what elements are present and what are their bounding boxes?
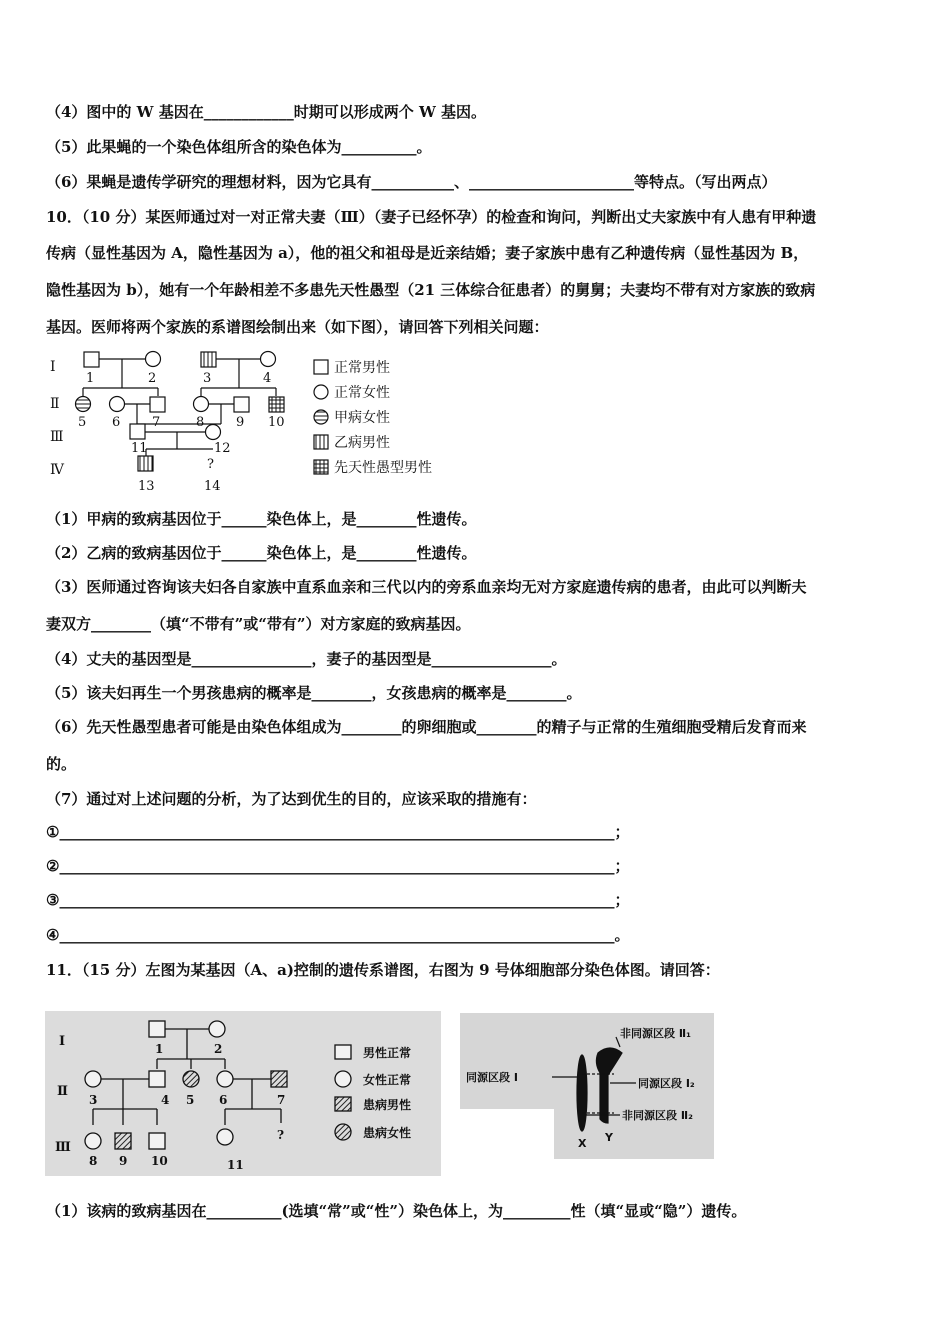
- q11-ind-1: 1: [155, 1042, 164, 1056]
- q11-ind-9: 9: [119, 1154, 128, 1168]
- q10-sub5: （5）该夫妇再生一个男孩患病的概率是________，女孩患病的概率是________。: [46, 684, 582, 702]
- q11-gen-3: Ⅲ: [55, 1140, 71, 1155]
- q11-ind-8: 8: [89, 1154, 98, 1168]
- legend-disease-a-female: 甲病女性: [334, 410, 390, 426]
- legend-disease-b-male: 乙病男性: [334, 435, 390, 451]
- q10-sub3b: 妻双方________（填“不带有”或“带有”）对方家庭的致病基因。: [46, 615, 471, 633]
- gen-label-2: Ⅱ: [50, 396, 60, 412]
- label-homologous-left: 同源区段 Ⅰ: [466, 1071, 518, 1084]
- gen-label-3: Ⅲ: [50, 429, 64, 445]
- ind-12: 12: [214, 441, 231, 456]
- ind-1: 1: [86, 371, 95, 386]
- q11-legend-normal-male: 男性正常: [363, 1046, 412, 1060]
- ind-14-unknown: ?: [207, 457, 214, 472]
- q11-stem: 11．（15 分）左图为某基因（A、a)控制的遗传系谱图，右图为 9 号体细胞部分染色体图。请回答：: [46, 961, 720, 979]
- label-x: X: [578, 1137, 587, 1150]
- q11-sub1: （1）该病的致病基因在__________(选填“常”或“性”）染色体上，为_________性（填“显或“隐”）遗传。: [46, 1202, 747, 1220]
- q10-stem-1: 10．（10 分）某医师通过对一对正常夫妻（Ⅲ）（妻子已经怀孕）的检查和询问，判断出丈夫家族中有人患有甲种遗: [46, 208, 817, 226]
- q11-ind-4: 4: [161, 1093, 170, 1107]
- q11-ind-3: 3: [89, 1093, 98, 1107]
- q11-ind-10: 10: [151, 1154, 168, 1168]
- gen-label-1: Ⅰ: [50, 359, 56, 375]
- q10-sub4: （4）丈夫的基因型是________________，妻子的基因型是________________。: [46, 650, 567, 668]
- q11-legend-normal-female: 女性正常: [363, 1073, 412, 1087]
- q9-sub6: （6）果蝇是遗传学研究的理想材料，因为它具有___________、______________________等特点。（写出两点）: [46, 173, 777, 191]
- answer-blank-4[interactable]: ④__________________________________________________________________________。: [46, 926, 630, 944]
- label-homologous-right: 同源区段 Ⅰ₂: [638, 1077, 695, 1090]
- ind-11: 11: [131, 441, 148, 456]
- ind-13: 13: [138, 479, 155, 494]
- q9-sub5: （5）此果蝇的一个染色体组所含的染色体为__________。: [46, 138, 432, 156]
- legend-normal-female: 正常女性: [334, 385, 390, 401]
- legend-down-male: 先天性愚型男性: [334, 460, 432, 476]
- ind-14: 14: [204, 479, 221, 494]
- label-nonhomologous-1: 非同源区段 Ⅱ₁: [620, 1027, 691, 1040]
- q11-ind-5: 5: [186, 1093, 195, 1107]
- q11-unknown: ?: [277, 1128, 285, 1142]
- chromosome-diagram: [460, 1013, 714, 1159]
- pedigree-q10: [46, 346, 466, 496]
- q11-legend-disease-male: 患病男性: [363, 1098, 412, 1112]
- ind-9: 9: [236, 415, 245, 430]
- q11-ind-6: 6: [219, 1093, 228, 1107]
- answer-blank-3[interactable]: ③__________________________________________________________________________；: [46, 891, 630, 909]
- q9-sub4: （4）图中的 W 基因在____________时期可以形成两个 W 基因。: [46, 103, 487, 121]
- q10-stem-3: 隐性基因为 b），她有一个年龄相差不多患先天性愚型（21 三体综合征患者）的舅舅；夫妻均不带有对方家族的致病: [46, 281, 816, 299]
- q11-gen-1: Ⅰ: [59, 1034, 66, 1049]
- ind-7: 7: [152, 415, 161, 430]
- q11-ind-11: 11: [227, 1158, 244, 1172]
- pedigree-q11: [45, 1011, 441, 1176]
- q11-legend-disease-female: 患病女性: [363, 1126, 412, 1140]
- ind-5: 5: [78, 415, 87, 430]
- q11-ind-2: 2: [214, 1042, 223, 1056]
- q10-stem-4: 基因。医师将两个家族的系谱图绘制出来（如下图），请回答下列相关问题：: [46, 318, 549, 336]
- legend-normal-male: 正常男性: [334, 360, 390, 376]
- ind-4: 4: [263, 371, 272, 386]
- answer-blank-2[interactable]: ②__________________________________________________________________________；: [46, 857, 630, 875]
- q11-ind-7: 7: [277, 1093, 286, 1107]
- ind-2: 2: [148, 371, 157, 386]
- ind-3: 3: [203, 371, 212, 386]
- q10-sub1: （1）甲病的致病基因位于______染色体上，是________性遗传。: [46, 510, 477, 528]
- q10-stem-2: 传病（显性基因为 A，隐性基因为 a），他的祖父和祖母是近亲结婚；妻子家族中患有乙种遗传病（显性基因为 B，: [46, 244, 809, 262]
- label-y: Y: [605, 1131, 613, 1144]
- ind-10: 10: [268, 415, 285, 430]
- label-nonhomologous-2: 非同源区段 Ⅱ₂: [622, 1109, 693, 1122]
- q11-gen-2: Ⅱ: [57, 1084, 68, 1099]
- gen-label-4: Ⅳ: [50, 462, 64, 478]
- q10-sub6b: 的。: [46, 755, 77, 773]
- q10-sub6a: （6）先天性愚型患者可能是由染色体组成为________的卵细胞或________的精子与正常的生殖细胞受精后发育而来: [46, 718, 807, 736]
- ind-8: 8: [196, 415, 205, 430]
- q10-sub7: （7）通过对上述问题的分析，为了达到优生的目的，应该采取的措施有：: [46, 790, 537, 808]
- ind-6: 6: [112, 415, 121, 430]
- q10-sub2: （2）乙病的致病基因位于______染色体上，是________性遗传。: [46, 544, 477, 562]
- q10-sub3a: （3）医师通过咨询该夫妇各自家族中直系血亲和三代以内的旁系血亲均无对方家庭遗传病的患者，由此可以判断夫: [46, 578, 807, 596]
- answer-blank-1[interactable]: ①__________________________________________________________________________；: [46, 823, 630, 841]
